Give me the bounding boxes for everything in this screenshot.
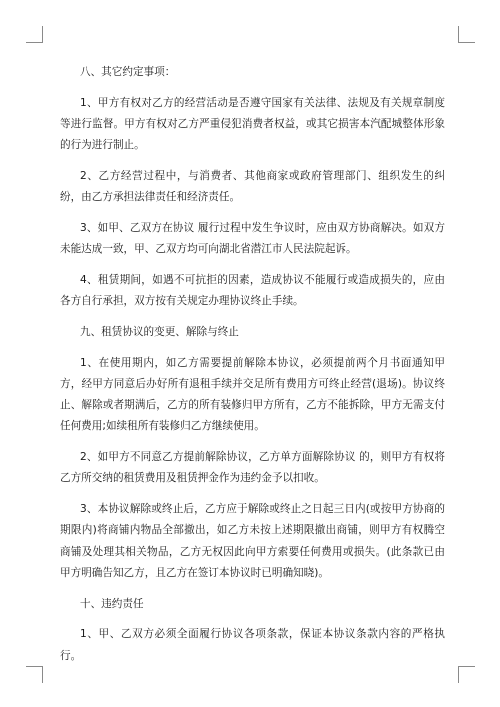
document-body bbox=[60, 62, 445, 667]
crop-mark-bottom-left bbox=[26, 666, 43, 683]
crop-mark-top-right bbox=[458, 26, 475, 43]
clause-8-1: 1、甲方有权对乙方的经营活动是否遵守国家有关法律、法规及有关规章制度等进行监督。甲方有权对乙方严重侵犯消费者权益，或其它损害本汽配城整体形象的行为进行制止。 bbox=[60, 96, 445, 152]
clause-9-1: 1、在使用期内，如乙方需要提前解除本协议，必须提前两个月书面通知甲方，经甲方同意后办好所有退租手续并交足所有费用方可终止经营(退场)。协议终止、解除或者期满后，乙方的所有装修归甲方所有，乙方不能拆除，甲方无需支付任何费用;如续租所有装修归乙方继续使用。 bbox=[60, 356, 445, 433]
clause-8-2: 2、乙方经营过程中，与消费者、其他商家或政府管理部门、组织发生的纠纷，由乙方承担法律责任和经济责任。 bbox=[60, 170, 445, 204]
clause-10-1: 1、甲、乙双方必须全面履行协议各项条款，保证本协议条款内容的严格执行。 bbox=[60, 628, 445, 662]
clause-9-2: 2、如甲方不同意乙方提前解除协议，乙方单方面解除协议 的，则甲方有权将乙方所交纳的租赁费用及租赁押金作为违约金予以扣收。 bbox=[60, 451, 445, 485]
section-heading-liability: 十、违约责任 bbox=[80, 597, 144, 610]
crop-mark-top-left bbox=[26, 26, 43, 43]
section-heading-change-termination: 九、租赁协议的变更、解除与终止 bbox=[80, 326, 239, 338]
clause-9-3: 3、本协议解除或终止后，乙方应于解除或终止之日起三日内(或按甲方协商的期限内)将商铺内物品全部撤出，如乙方未按上述期限撤出商铺，则甲方有权腾空商铺及处理其相关物品，乙方无权因此向甲方索要任何费用或损失。(此条款已由甲方明确告知乙方，且乙方在签订本协议时已明确知晓)。 bbox=[60, 503, 445, 579]
section-heading-other-terms: 八、其它约定事项： bbox=[80, 66, 176, 78]
crop-mark-bottom-right bbox=[458, 666, 475, 683]
clause-8-3: 3、如甲、乙双方在协议 履行过程中发生争议时，应由双方协商解决。如双方未能达成一致，甲、乙双方均可向湖北省潜江市人民法院起诉。 bbox=[60, 222, 445, 256]
clause-8-4: 4、租赁期间，如遇不可抗拒的因素，造成协议不能履行或造成损失的，应由各方自行承担，双方按有关规定办理协议终止手续。 bbox=[60, 274, 445, 308]
